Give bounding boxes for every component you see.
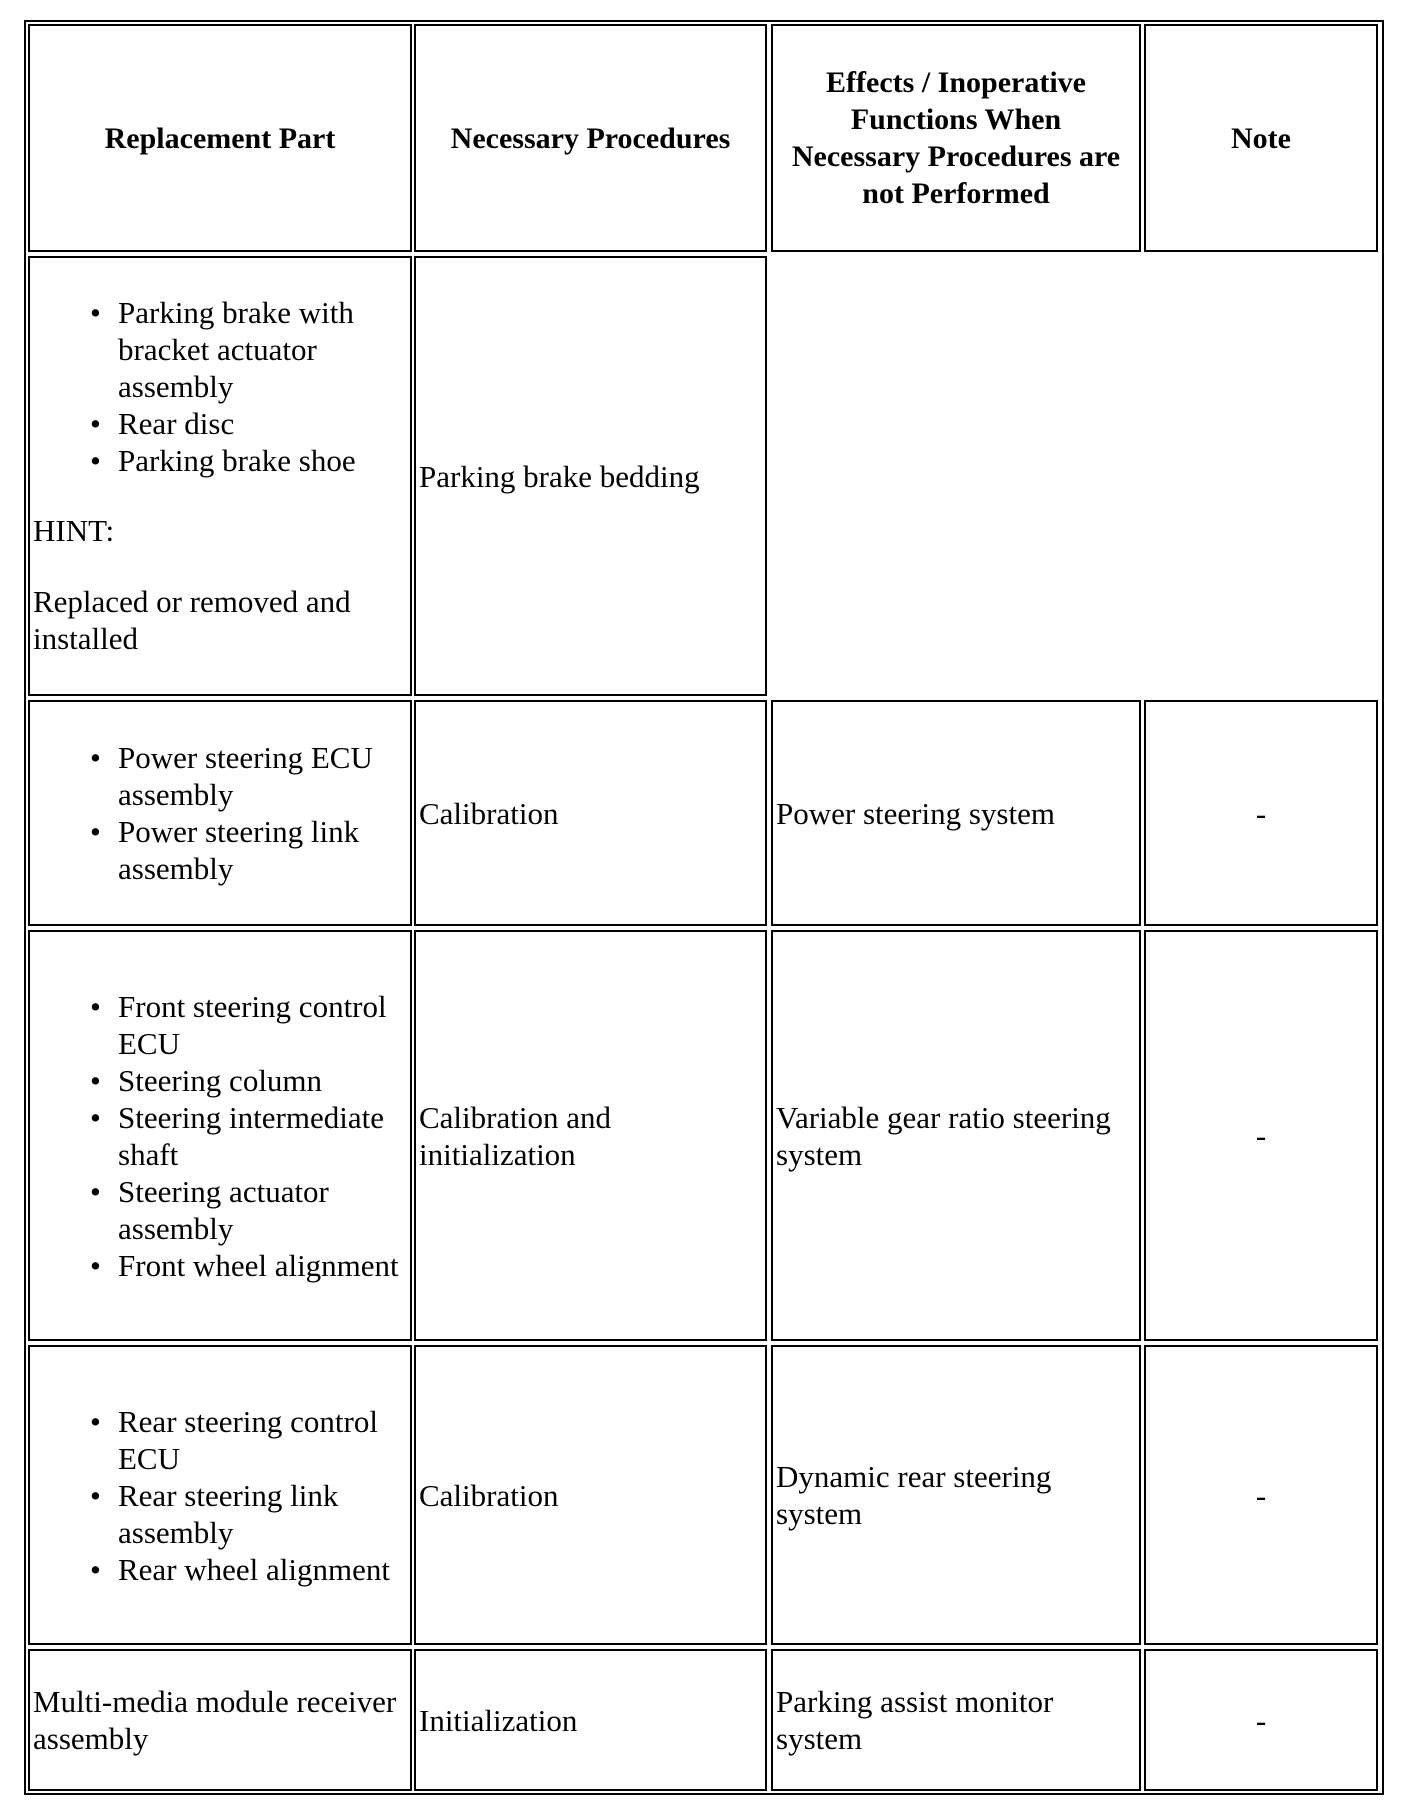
list-item: • Power steering link assembly: [118, 813, 410, 887]
row-1-parts-list: [30, 294, 410, 479]
row-5-effect: Parking assist monitor system: [771, 1649, 1141, 1791]
row-2-procedure: Calibration: [414, 700, 767, 926]
list-item: • Rear wheel alignment: [118, 1551, 410, 1588]
header-note: Note: [1144, 24, 1378, 252]
row-2-note: -: [1144, 700, 1378, 926]
row-3-effect: Variable gear ratio steering system: [771, 930, 1141, 1341]
header-effects: Effects / Inoperative Functions When Necessary Procedures are not Performed: [771, 24, 1141, 252]
row-4-parts-list: [30, 1403, 410, 1588]
list-item: • Steering intermediate shaft: [118, 1099, 410, 1173]
hint-label: HINT:: [33, 513, 115, 548]
row-4-procedure: Calibration: [414, 1345, 767, 1645]
row-3-parts-list: [30, 988, 410, 1284]
list-item: • Steering column: [118, 1062, 410, 1099]
row-2-parts-list: [30, 739, 410, 887]
row-1-procedure: Parking brake bedding: [414, 256, 767, 696]
list-item: • Rear steering link assembly: [118, 1477, 410, 1551]
list-item: • Rear steering control ECU: [118, 1403, 410, 1477]
list-item: • Parking brake with bracket actuator assembly: [118, 294, 410, 405]
row-3-procedure: Calibration and initialization: [414, 930, 767, 1341]
row-5-procedure: Initialization: [414, 1649, 767, 1791]
list-item: • Front steering control ECU: [118, 988, 410, 1062]
row-4-effect: Dynamic rear steering system: [771, 1345, 1141, 1645]
list-item: • Rear disc: [118, 405, 410, 442]
list-item: • Steering actuator assembly: [118, 1173, 410, 1247]
list-item: • Power steering ECU assembly: [118, 739, 410, 813]
row-5-replacement-part: Multi-media module receiver assembly: [28, 1649, 412, 1791]
hint-text: Replaced or removed and installed: [33, 584, 351, 656]
row-3-note: -: [1144, 930, 1378, 1341]
row-5-note: -: [1144, 1649, 1378, 1791]
row-3-replacement-part: [28, 930, 412, 1341]
header-necessary-procedures: Necessary Procedures: [414, 24, 767, 252]
row-2-replacement-part: [28, 700, 412, 926]
row-4-note: -: [1144, 1345, 1378, 1645]
list-item: • Parking brake shoe: [118, 442, 410, 479]
row-1-replacement-part: [28, 256, 412, 696]
header-replacement-part: Replacement Part: [28, 24, 412, 252]
list-item: • Front wheel alignment: [118, 1247, 410, 1284]
row-2-effect: Power steering system: [771, 700, 1141, 926]
row-4-replacement-part: [28, 1345, 412, 1645]
